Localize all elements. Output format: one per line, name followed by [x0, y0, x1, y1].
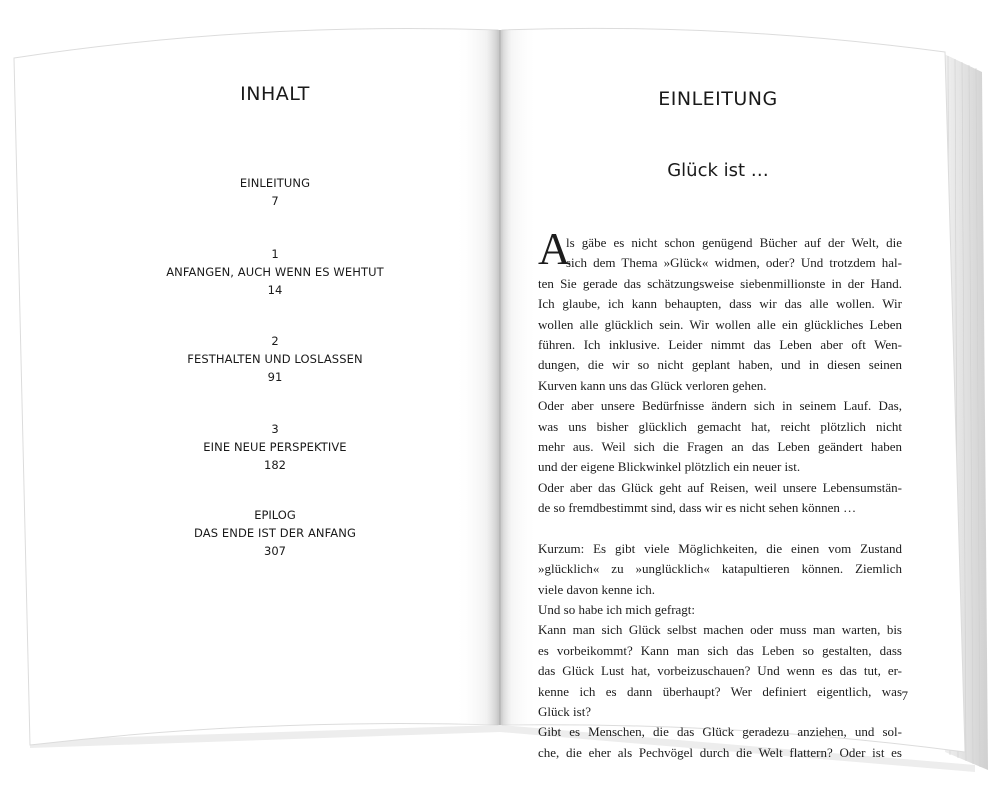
toc-entry-page: 14 [267, 283, 283, 297]
text-line: Oder aber unsere Bedürfnisse ändern sich in seinem Lauf. Das, [538, 398, 902, 414]
toc-entry [90, 245, 460, 299]
text-line: Kurzum: Es gibt viele Möglichkeiten, die einen vom Zustand [538, 540, 902, 556]
toc-entry-title: EINE NEUE PERSPEKTIVE [203, 440, 347, 454]
text-line: viele davon kenne ich. [538, 581, 655, 597]
toc-entry [90, 332, 460, 386]
page-number: 7 [901, 688, 908, 703]
text-line: und der eigene Blickwinkel plötzlich ein neuer ist. [538, 459, 801, 475]
text-line: sich dem Thema »Glück« widmen, oder? Und trotzdem hal- [566, 255, 902, 271]
toc-heading: INHALT [240, 83, 310, 105]
text-line: Und so habe ich mich gefragt: [538, 602, 696, 618]
text-line: Gibt es Menschen, die das Glück geradezu anziehen, und sol- [538, 724, 902, 740]
text-line: Kurven kann uns das Glück verloren gehen. [538, 377, 767, 393]
text-line: Oder aber das Glück geht auf Reisen, weil unsere Lebensumstän- [538, 479, 902, 495]
gutter-shadow-left [455, 30, 500, 725]
paragraph-gap [538, 518, 902, 538]
toc-entry-title: EINLEITUNG [239, 176, 311, 190]
right-page [528, 0, 908, 800]
text-line: kenne ich es dann überhaupt? Wer definiert eigentlich, was [538, 683, 902, 699]
left-page [90, 0, 460, 800]
text-line: de so fremdbestimmt sind, dass wir es nicht sehen können … [538, 500, 857, 516]
toc-entry-page: 307 [264, 544, 286, 558]
toc-entry-number: 3 [271, 422, 279, 436]
text-line: »glücklich« zu »unglücklich« katapultieren können. Ziemlich [538, 561, 902, 577]
text-line: Ich glaube, ich kann behaupten, dass wir das alle wollen. Wir [538, 296, 902, 312]
text-line: ten Sie gerade das schätzungsweise siebenmillionste in der Hand. [538, 275, 902, 291]
text-line: Kann man sich Glück selbst machen oder muss man warten, bis [538, 622, 902, 638]
toc-entry-title: DAS ENDE IST DER ANFANG [194, 526, 356, 540]
text-line: dungen, die wir so nicht geplant haben, und in diesen seinen [538, 357, 902, 373]
toc-entry-page: 91 [267, 370, 283, 384]
toc-entry-number: 1 [271, 247, 279, 261]
text-line: ls gäbe es nicht schon genügend Bücher auf der Welt, die [566, 235, 902, 250]
chapter-heading: EINLEITUNG [658, 88, 778, 110]
toc-entry-page: 182 [264, 458, 286, 472]
text-line: Glück ist? [538, 703, 592, 719]
text-line: führen. Ich inklusive. Leider nimmt das Leben aber oft Wen- [538, 336, 902, 352]
toc-entry-page: 7 [271, 194, 279, 208]
text-line: was uns bisher glücklich gemacht hat, reicht plötzlich nicht [538, 418, 902, 434]
text-line: mehr aus. Weil sich die Fragen an das Leben geändert haben [538, 438, 902, 454]
toc-entry [90, 420, 460, 474]
toc-entry-number: 2 [271, 334, 279, 348]
chapter-subtitle: Glück ist … [667, 160, 769, 181]
toc-entry [90, 174, 460, 210]
text-line: che, die eher als Pechvögel durch die Welt flattern? Oder ist es [538, 744, 902, 760]
text-line: das Glück Lust hat, vorbeizuschauen? Und wenn es das tut, er- [538, 663, 902, 679]
toc-entry-title: FESTHALTEN UND LOSLASSEN [187, 352, 363, 366]
text-line: wollen alle glücklich sein. Wir wollen alle ein glückliches Leben [538, 316, 902, 332]
text-line: es vorbeikommt? Kann man sich das Leben so gestalten, dass [538, 642, 902, 658]
toc-entry [90, 506, 460, 560]
toc-entry-number: EPILOG [254, 508, 296, 522]
body-text [538, 233, 902, 763]
toc-entry-title: ANFANGEN, AUCH WENN ES WEHTUT [166, 265, 384, 279]
drop-cap: A [538, 224, 571, 274]
